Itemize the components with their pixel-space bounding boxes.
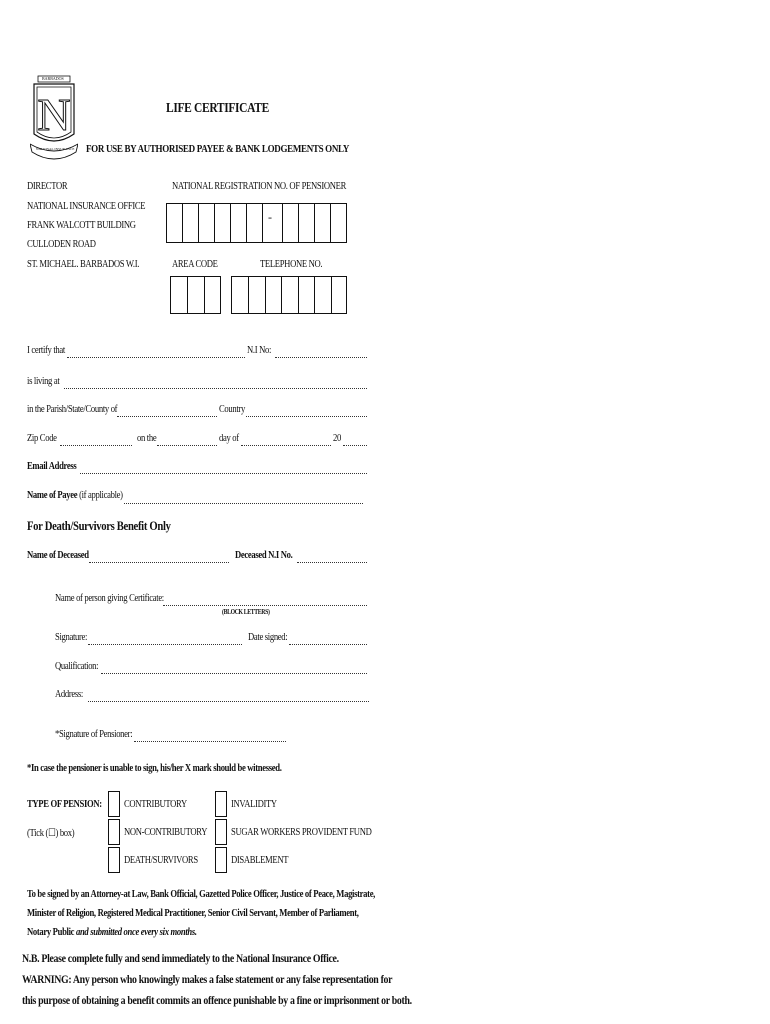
country-field[interactable] <box>246 416 367 417</box>
deceased-ni-field[interactable] <box>297 562 367 563</box>
checkbox-non-contributory[interactable] <box>108 819 120 845</box>
witness-note: *In case the pensioner is unable to sign, his/her X mark should be witnessed. <box>27 763 282 774</box>
warning-line-2: this purpose of obtaining a benefit commits an offence punishable by a fine or imprisonment or both. <box>22 993 412 1007</box>
signature-field[interactable] <box>88 644 242 645</box>
address-line: NATIONAL INSURANCE OFFICE <box>27 201 146 212</box>
option-contributory: CONTRIBUTORY <box>124 799 187 810</box>
pensioner-signature-label: *Signature of Pensioner: <box>55 729 133 740</box>
pension-type-label: TYPE OF PENSION: <box>27 799 102 810</box>
signers-line-2: Minister of Religion, Registered Medical Practitioner, Senior Civil Servant, Member of Parliament, <box>27 908 359 919</box>
country-label: Country <box>219 404 245 415</box>
death-heading: For Death/Survivors Benefit Only <box>27 518 171 533</box>
payee-note: (if applicable) <box>79 490 123 501</box>
certifier-address-field[interactable] <box>88 701 369 702</box>
option-invalidity: INVALIDITY <box>231 799 277 810</box>
checkbox-invalidity[interactable] <box>215 791 227 817</box>
area-code-label: AREA CODE <box>172 259 218 270</box>
page-subtitle: FOR USE BY AUTHORISED PAYEE & BANK LODGEMENTS ONLY <box>86 143 350 155</box>
date-signed-field[interactable] <box>289 644 367 645</box>
tick-box-instruction: (Tick (☐) box) <box>27 828 75 839</box>
deceased-name-field[interactable] <box>89 562 229 563</box>
logo-top-text: BARBADOS <box>42 76 64 81</box>
certify-label: I certify that <box>27 345 65 356</box>
notary-public: Notary Public <box>27 927 75 938</box>
address-line: ST. MICHAEL. BARBADOS W.I. <box>27 259 140 270</box>
zip-field[interactable] <box>60 445 132 446</box>
address-line: DIRECTOR <box>27 181 68 192</box>
email-field[interactable] <box>80 473 367 474</box>
nb-note: N.B. Please complete fully and send immediately to the National Insurance Office. <box>22 951 339 965</box>
telephone-boxes[interactable] <box>231 276 347 314</box>
submission-frequency: and submitted once every six months. <box>75 927 197 938</box>
block-letters-note: (BLOCK LETTERS) <box>222 608 270 616</box>
qualification-field[interactable] <box>101 673 367 674</box>
living-label: is living at <box>27 376 60 387</box>
deceased-label: Name of Deceased <box>27 550 89 561</box>
checkbox-death-survivors[interactable] <box>108 847 120 873</box>
warning-line-1: WARNING: Any person who knowingly makes a false statement or any false representation for <box>22 972 393 986</box>
logo-ribbon-text: NATIONAL INSURANCE <box>36 147 75 151</box>
registration-number-boxes[interactable] <box>166 203 347 243</box>
option-disablement: DISABLEMENT <box>231 855 289 866</box>
certifier-address-label: Address: <box>55 689 83 700</box>
telephone-label: TELEPHONE NO. <box>260 259 323 270</box>
payee-field[interactable] <box>124 503 363 504</box>
parish-field[interactable] <box>117 416 217 417</box>
option-sugar-workers: SUGAR WORKERS PROVIDENT FUND <box>231 827 372 838</box>
address-line: CULLODEN ROAD <box>27 239 96 250</box>
registration-label: NATIONAL REGISTRATION NO. OF PENSIONER <box>172 181 347 192</box>
year-field[interactable] <box>343 445 367 446</box>
svg-text:N: N <box>37 89 71 140</box>
certifier-name-label: Name of person giving Certificate: <box>55 593 164 604</box>
zip-label: Zip Code <box>27 433 57 444</box>
option-non-contributory: NON-CONTRIBUTORY <box>124 827 208 838</box>
deceased-ni-label: Deceased N.I No. <box>235 550 293 561</box>
checkbox-contributory[interactable] <box>108 791 120 817</box>
year-prefix-label: 20 <box>333 433 341 444</box>
email-label: Email Address <box>27 461 77 472</box>
day-of-label: day of <box>219 433 239 444</box>
signature-label: Signature: <box>55 632 88 643</box>
signers-line-1: To be signed by an Attorney-at Law, Bank Official, Gazetted Police Officer, Justice of Peace, Magistrate, <box>27 889 376 900</box>
qualification-label: Qualification: <box>55 661 99 672</box>
option-death-survivors: DEATH/SURVIVORS <box>124 855 198 866</box>
registration-dash: - <box>268 210 272 224</box>
pensioner-signature-field[interactable] <box>134 741 286 742</box>
signers-line-3 <box>27 927 197 938</box>
logo <box>30 74 78 164</box>
area-code-boxes[interactable] <box>170 276 221 314</box>
certify-name-field[interactable] <box>67 357 245 358</box>
address-line: FRANK WALCOTT BUILDING <box>27 220 136 231</box>
payee-label <box>27 490 123 501</box>
living-address-field[interactable] <box>64 388 367 389</box>
certifier-name-field[interactable] <box>163 605 367 606</box>
ni-no-field[interactable] <box>275 357 367 358</box>
checkbox-disablement[interactable] <box>215 847 227 873</box>
page-title: LIFE CERTIFICATE <box>166 101 269 116</box>
on-the-label: on the <box>137 433 157 444</box>
checkbox-sugar-workers[interactable] <box>215 819 227 845</box>
date-signed-label: Date signed: <box>248 632 288 643</box>
day-field[interactable] <box>157 445 217 446</box>
payee-label-text: Name of Payee <box>27 490 78 501</box>
ni-no-label: N.I No: <box>247 345 272 356</box>
month-field[interactable] <box>241 445 331 446</box>
parish-label: in the Parish/State/County of <box>27 404 118 415</box>
